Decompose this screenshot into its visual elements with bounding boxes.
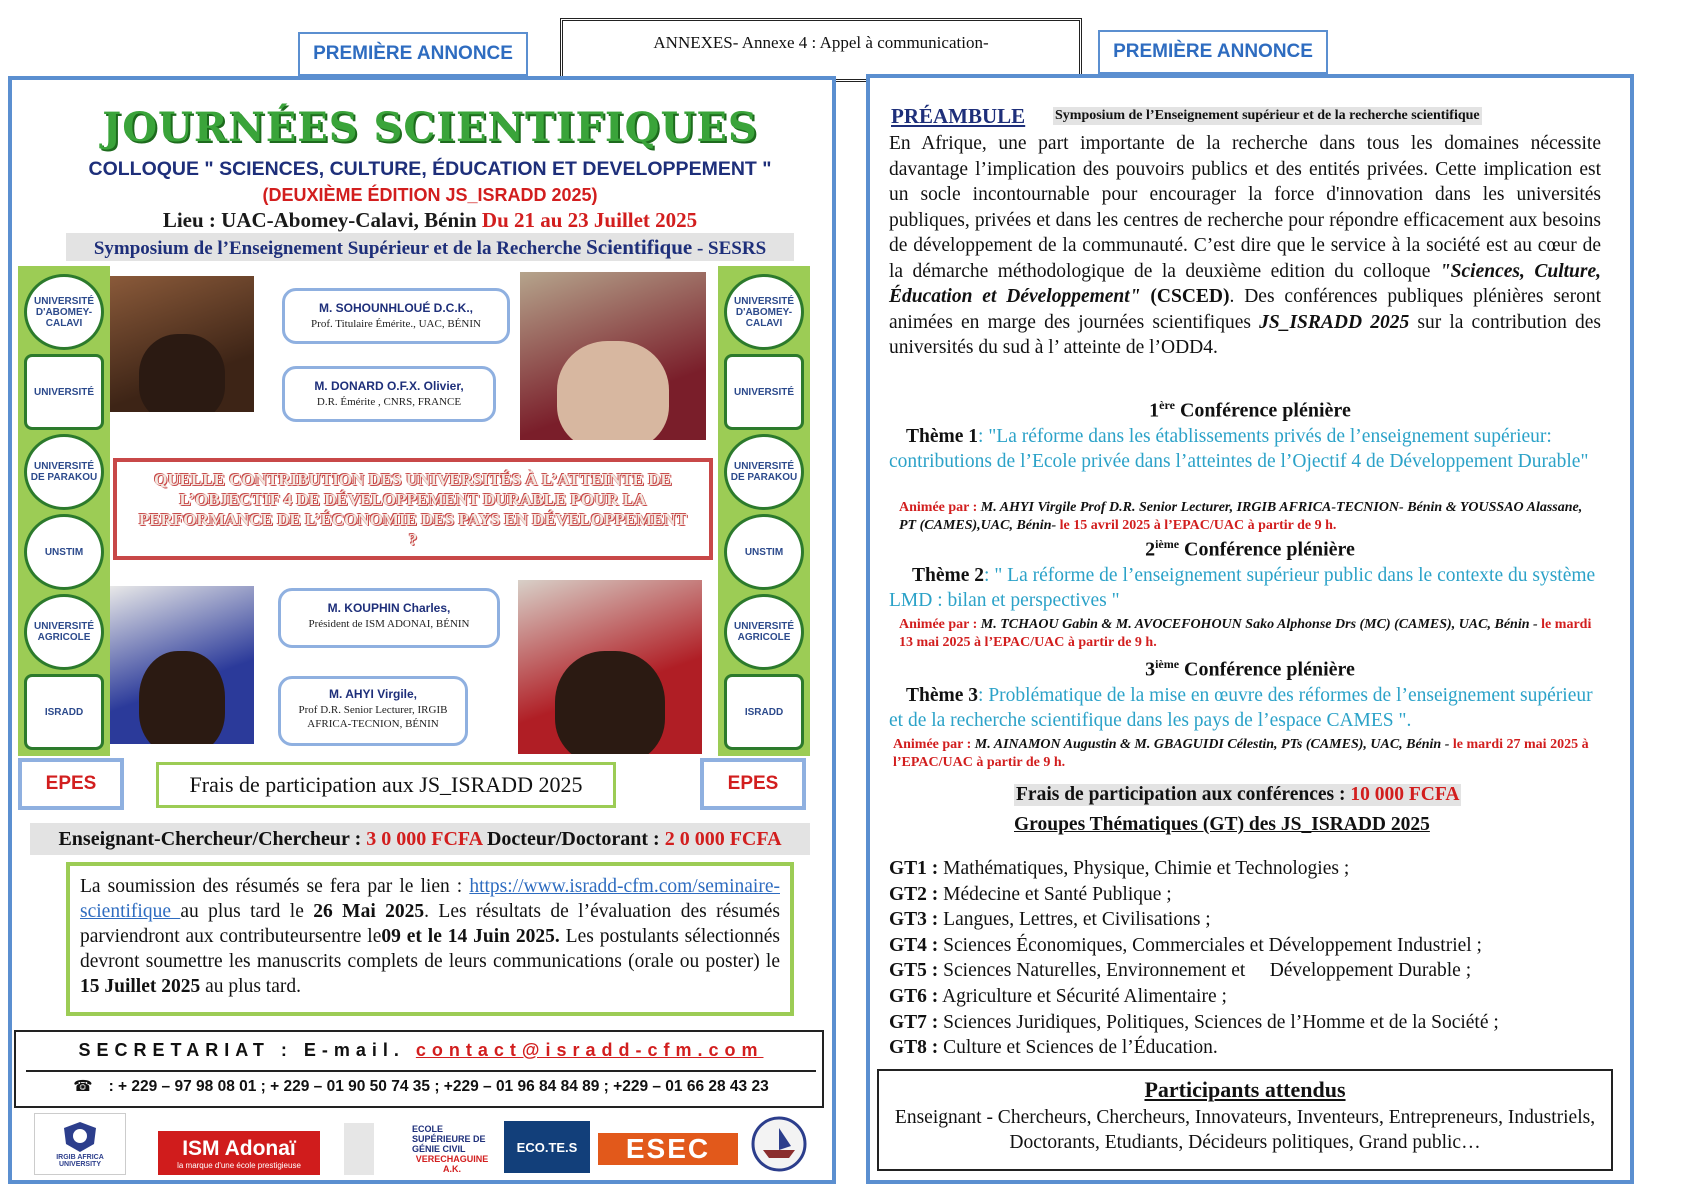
list-item: GT6 : Agriculture et Sécurité Alimentaire ; <box>889 985 1227 1007</box>
list-item: GT7 : Sciences Juridiques, Politiques, Sciences de l’Homme et de la Société ; <box>889 1011 1499 1033</box>
submission-text: . Les résultats de l’évaluation des résumés parviendront aux contributeursentre le <box>80 901 780 947</box>
list-item: GT4 : Sciences Économiques, Commerciales et Développement Industriel ; <box>889 934 1482 956</box>
colloque-name: "Sciences, Culture, Éducation et Développement" <box>889 260 1601 307</box>
logo-column-left <box>18 266 110 756</box>
speaker-role: Prof. Titulaire Émérite., UAC, BÉNIN <box>311 318 481 330</box>
ism-adonai-tagline: la marque d'une école prestigieuse <box>177 1160 301 1170</box>
symposium-text-start: Symposium de l’Enseignement Supérieur et de la Recherche <box>93 238 587 259</box>
symposium-text-end: - SESRS <box>692 238 767 259</box>
epes-badge-right: EPES <box>700 758 806 810</box>
university-logo: UNIVERSITÉ D'ABOMEY-CALAVI <box>724 274 804 350</box>
conference-theme-3 <box>889 683 1609 733</box>
venue-dates <box>30 208 830 233</box>
esgc-logo <box>344 1123 492 1175</box>
event-dates: Du 21 au 23 Juillet 2025 <box>481 208 698 232</box>
logo-column-right <box>718 266 810 756</box>
ecotes-logo: ECO.TE.S <box>504 1121 590 1173</box>
speaker-name: M. DONARD O.F.X. Olivier, <box>314 379 464 393</box>
submission-text: La soumission des résumés se fera par le lien : <box>80 876 470 897</box>
speaker-role: Prof D.R. Senior Lecturer, IRGIB AFRICA-TECNION, BÉNIN <box>298 704 448 730</box>
secretariat-email[interactable]: contact@isradd-cfm.com <box>415 1040 764 1060</box>
university-logo: UNSTIM <box>724 514 804 590</box>
list-item: GT5 : Sciences Naturelles, Environnement et Développement Durable ; <box>889 960 1472 982</box>
list-item: GT3 : Langues, Lettres, et Civilisations ; <box>889 909 1211 931</box>
list-item: GT8 : Culture et Sciences de l’Éducation. <box>889 1037 1218 1059</box>
tab-premiere-annonce-left: PREMIÈRE ANNONCE <box>298 32 528 76</box>
rate-teacher-value: 3 0 000 FCFA <box>366 828 482 850</box>
phone-icon: ☎ <box>73 1077 93 1095</box>
secretariat-box <box>14 1030 824 1108</box>
phone-numbers-line <box>26 1077 816 1096</box>
theme-label: Thème 3 <box>906 685 979 706</box>
irgib-logo <box>34 1113 126 1175</box>
central-question: QUELLE CONTRIBUTION DES UNIVERSITÉS À L’ATTEINTE DE L’OBJECTIF 4 DE DÉVELOPPEMENT DURABLE POUR LA PERFORMANCE DE L’ÉCONOMIE DES PAYS EN DÉVELOPPEMENT ? <box>113 458 713 560</box>
university-logo: UNIVERSITÉ <box>24 354 104 430</box>
preambule-text: . Des conférences publiques plénières seront animées en marge des journées scientifiques <box>889 286 1601 333</box>
ism-adonai-logo <box>158 1131 320 1175</box>
participation-fees-title: Frais de participation aux JS_ISRADD 2025 <box>156 762 616 808</box>
conference-theme-2 <box>889 563 1609 613</box>
theme-text: : "La réforme dans les établissements privés de l’enseignement supérieur: contributions de l’Ecole privée dans l’atteintes de l’Ojectif 4 de Développement Durable" <box>889 426 1589 472</box>
speaker-photo-sohounhloue <box>110 276 254 412</box>
conference-heading-1: 1ère Conférence plénière <box>1149 398 1351 422</box>
colloque-subtitle: COLLOQUE " SCIENCES, CULTURE, ÉDUCATION ET DEVELOPPEMENT " <box>88 158 772 180</box>
speaker-photo-donard <box>520 272 706 440</box>
university-logo: UNSTIM <box>24 514 104 590</box>
secretariat-email-line <box>26 1040 816 1061</box>
submission-text: Les postulants sélectionnés devront soumettre les manuscrits complets de leurs communications (orale ou poster) le <box>80 926 780 972</box>
conference-moderators-2: Animée par : M. TCHAOU Gabin & M. AVOCEFOHOUN Sako Alphonse Drs (MC) (CAMES), UAC, Bénin - le mardi 13 mai 2025 à l’EPAC/UAC à partir de 9 h. <box>899 617 1592 650</box>
symposium-banner <box>66 233 794 261</box>
ship-logo-icon <box>748 1113 810 1175</box>
conference-theme-1 <box>889 424 1609 474</box>
conference-heading-3: 3ième Conférence plénière <box>1145 657 1355 681</box>
divider <box>26 1070 816 1072</box>
preambule-text: sur la contribution des universités du sud à l’ atteinte de l’ODD4. <box>889 311 1601 358</box>
esec-logo: ESEC <box>598 1133 738 1165</box>
annex-header: ANNEXES- Annexe 4 : Appel à communication- <box>560 18 1082 82</box>
thematic-groups-list <box>889 856 1609 1061</box>
esgc-subtitle: VERECHAGUINE A.K. <box>415 1154 489 1174</box>
tab-premiere-annonce-right: PREMIÈRE ANNONCE <box>1098 30 1328 74</box>
theme-text: : Problématique de la mise en œuvre des réformes de l’enseignement supérieur et de la recherche scientifique dans les pays de l’espace CAMES ". <box>889 685 1593 731</box>
submission-text: au plus tard le <box>180 901 314 922</box>
university-logo: UNIVERSITÉ <box>724 354 804 430</box>
venue-label: Lieu : UAC-Abomey-Calavi, Bénin <box>162 208 482 232</box>
crest-icon <box>60 1120 100 1154</box>
list-item: GT2 : Médecine et Santé Publique ; <box>889 883 1172 905</box>
results-dates: 09 et le 14 Juin 2025. <box>381 926 560 947</box>
university-logo: UNIVERSITÉ D'ABOMEY-CALAVI <box>24 274 104 350</box>
conference-fees-label: Frais de participation aux conférences : <box>1016 784 1351 805</box>
preambule-text: En Afrique, une part importante de la recherche dans tous les domaines nécessite davantage l’implication des pouvoirs publics et des entités privées. Cette implication est un socle incontournable pour encourager la force d'innovation dans les universités publiques, privées et dans les centres de recherche pour répondre efficacement aux besoins de développement de la communauté. C’est dire que le service à la société est au cœur de la démarche méthodologique de la deuxième edition du colloque <box>889 133 1601 282</box>
participants-box <box>877 1069 1613 1171</box>
conference-fees <box>1014 784 1461 806</box>
submission-deadline: 26 Mai 2025 <box>313 901 425 922</box>
university-logo: UNIVERSITÉ AGRICOLE <box>724 594 804 670</box>
submission-link[interactable]: https://www.isradd-cfm.com/seminaire-scientifique <box>80 876 780 922</box>
symposium-text-big: Scientifique <box>586 235 693 259</box>
rate-doctor-value: 2 0 000 FCFA <box>664 828 782 850</box>
submission-text: au plus tard. <box>200 976 301 997</box>
university-logo: UNIVERSITÉ DE PARAKOU <box>24 434 104 510</box>
university-logo: ISRADD <box>24 674 104 750</box>
conference-moderators-3: Animée par : M. AINAMON Augustin & M. GBAGUIDI Célestin, PTs (CAMES), UAC, Bénin - le mardi 27 mai 2025 à l’EPAC/UAC à partir de 9 h. <box>893 737 1589 770</box>
ism-adonai-label: ISM Adonaï <box>182 1136 296 1160</box>
speaker-photo-kouphin <box>110 586 254 744</box>
preambule-subtitle: Symposium de l’Enseignement supérieur et de la recherche scientifique <box>1055 108 1480 123</box>
speaker-role: Président de ISM ADONAI, BÉNIN <box>308 618 470 630</box>
speaker-bubble-kouphin <box>278 588 500 648</box>
edition-label: (DEUXIÈME ÉDITION JS_ISRADD 2025) <box>262 185 598 205</box>
preambule-body <box>889 131 1601 361</box>
sponsor-logos <box>34 1113 826 1179</box>
university-logo: UNIVERSITÉ AGRICOLE <box>24 594 104 670</box>
speaker-bubble-ahyi <box>278 676 468 746</box>
epes-badge-left: EPES <box>18 758 124 810</box>
rate-teacher-label: Enseignant-Chercheur/Chercheur : <box>58 828 367 850</box>
speaker-name: M. KOUPHIN Charles, <box>327 601 451 615</box>
participants-list: Enseignant - Chercheurs, Chercheurs, Innovateurs, Inventeurs, Entrepreneurs, Industriels, Doctorants, Etudiants, Décideurs politiques, Grand public… <box>894 1107 1596 1153</box>
conference-heading-2: 2ième Conférence plénière <box>1145 537 1355 561</box>
speaker-name: M. AHYI Virgile, <box>328 687 418 701</box>
esgc-title: ECOLE SUPÉRIEURE DE GÉNIE CIVIL <box>412 1124 486 1154</box>
speaker-photo-ahyi <box>518 580 702 754</box>
speaker-role: D.R. Émérite , CNRS, FRANCE <box>316 396 462 408</box>
participation-rates <box>30 823 810 855</box>
participants-title: Participants attendus <box>1144 1077 1346 1102</box>
theme-text: : " La réforme de l’enseignement supérieur public dans le contexte du système LMD : bilan et perspectives " <box>889 565 1596 611</box>
preambule-title: PRÉAMBULE <box>891 104 1026 128</box>
speaker-name: M. SOHOUNHLOUÉ D.C.K., <box>318 301 473 315</box>
speaker-bubble-donard <box>282 366 496 422</box>
submission-info <box>66 862 794 1016</box>
conference-moderators-1: Animée par : M. AHYI Virgile Prof D.R. Senior Lecturer, IRGIB AFRICA-TECNION- Bénin & YOUSSAO Alassane, PT (CAMES),UAC, Bénin- le 15 avril 2025 à l’EPAC/UAC à partir de 9 h. <box>899 500 1583 533</box>
manuscript-deadline: 15 Juillet 2025 <box>80 976 201 997</box>
speaker-bubble-sohounhloue <box>282 288 510 344</box>
university-logo: UNIVERSITÉ DE PARAKOU <box>724 434 804 510</box>
thematic-groups-title: Groupes Thématiques (GT) des JS_ISRADD 2025 <box>1014 814 1430 835</box>
list-item: GT1 : Mathématiques, Physique, Chimie et Technologies ; <box>889 858 1350 879</box>
colloque-acronym: (CSCED) <box>1140 286 1230 307</box>
theme-label: Thème 1 <box>906 426 979 447</box>
phone-numbers: : + 229 – 97 98 08 01 ; + 229 – 01 90 50 74 35 ; +229 – 01 96 84 84 89 ; +229 – 01 66 28 43 23 <box>108 1078 769 1095</box>
university-logo: ISRADD <box>724 674 804 750</box>
event-code: JS_ISRADD 2025 <box>1259 311 1410 333</box>
irgib-logo-label: IRGIB AFRICA UNIVERSITY <box>56 1154 104 1168</box>
event-title: JOURNÉES SCIENTIFIQUES <box>102 104 758 151</box>
secretariat-label: SECRETARIAT : E-mail. <box>78 1040 416 1060</box>
rate-doctor-label: Docteur/Doctorant : <box>481 828 665 850</box>
theme-label: Thème 2 <box>912 565 985 586</box>
conference-fees-value: 10 000 FCFA <box>1350 784 1460 805</box>
